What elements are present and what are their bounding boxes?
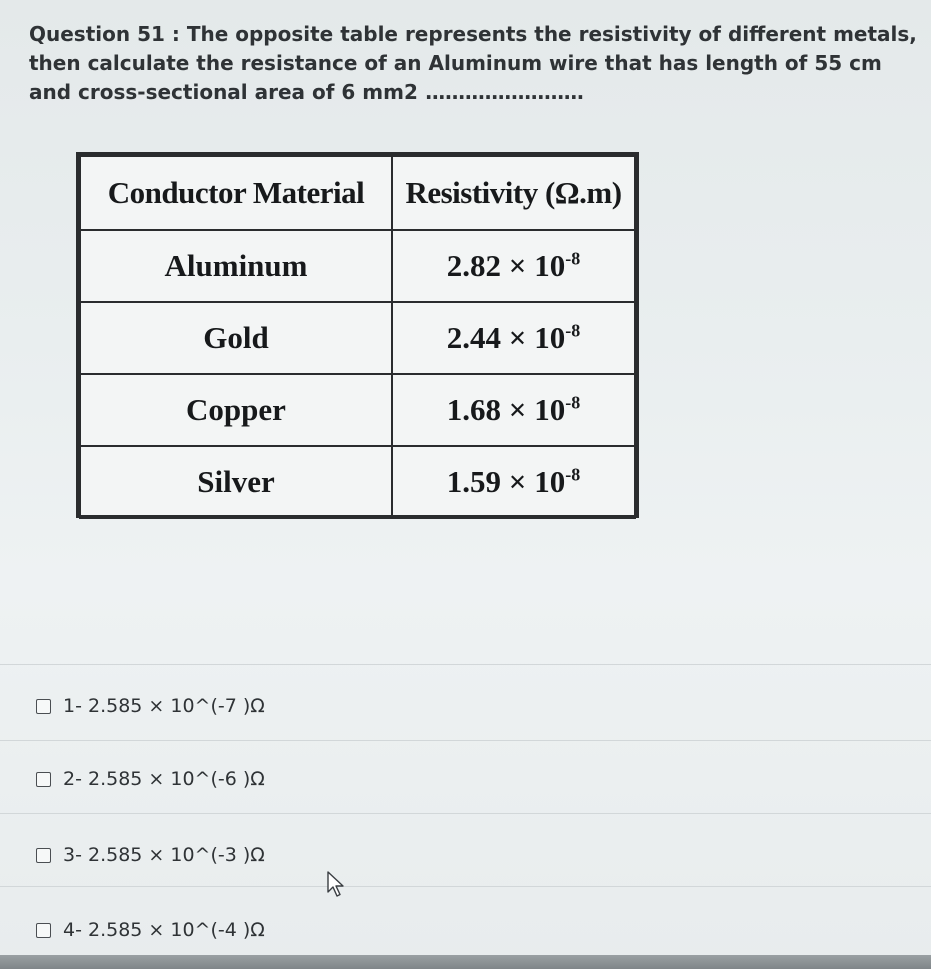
resistivity-base: 10 [534,320,566,355]
table-row [80,374,635,446]
checkbox-icon[interactable] [36,923,51,938]
material-cell: Silver [80,446,392,518]
resistivity-mantissa: 2.82 [446,248,502,283]
answer-option-4[interactable] [36,918,265,942]
times-sign: × [508,248,527,283]
resistivity-exponent: -8 [565,464,581,485]
resistivity-cell [392,446,635,518]
option-label: 3- 2.585 × 10^(-3 )Ω [63,844,265,866]
answer-blank: ........................ [424,80,584,104]
table-row [80,230,635,302]
resistivity-exponent: -8 [565,320,581,341]
resistivity-exponent: -8 [565,248,581,269]
resistivity-cell [392,374,635,446]
times-sign: × [508,392,527,427]
resistivity-mantissa: 2.44 [446,320,502,355]
option-label: 2- 2.585 × 10^(-6 )Ω [63,768,265,790]
answer-option-2[interactable] [36,767,265,791]
option-divider [0,664,931,665]
header-resistivity: Resistivity (Ω.m) [392,156,635,230]
resistivity-base: 10 [534,464,566,499]
resistivity-base: 10 [534,392,566,427]
question-text [29,20,919,107]
answer-option-3[interactable] [36,843,265,867]
option-divider [0,740,931,741]
option-divider [0,886,931,887]
times-sign: × [508,464,527,499]
bottom-edge-bar [0,955,931,969]
checkbox-icon[interactable] [36,699,51,714]
material-cell: Gold [80,302,392,374]
resistivity-table-grid [79,155,636,519]
option-label: 4- 2.585 × 10^(-4 )Ω [63,919,265,941]
checkbox-icon[interactable] [36,772,51,787]
header-conductor-material: Conductor Material [80,156,392,230]
resistivity-exponent: -8 [565,392,581,413]
option-label: 1- 2.585 × 10^(-7 )Ω [63,695,265,717]
checkbox-icon[interactable] [36,848,51,863]
table-header-row [80,156,635,230]
resistivity-base: 10 [534,248,566,283]
question-prompt: Question 51 : The opposite table represents the resistivity of different metals, then calculate the resistance of an Aluminum wire that has length of 55 cm and cross-sectional area of 6 mm2 [29,22,917,104]
table-row [80,302,635,374]
option-divider [0,813,931,814]
answer-option-1[interactable] [36,694,265,718]
mouse-pointer-icon [326,870,346,900]
material-cell: Copper [80,374,392,446]
table-row [80,446,635,518]
resistivity-cell [392,302,635,374]
times-sign: × [508,320,527,355]
resistivity-mantissa: 1.68 [446,392,502,427]
resistivity-cell [392,230,635,302]
resistivity-mantissa: 1.59 [446,464,502,499]
material-cell: Aluminum [80,230,392,302]
resistivity-table [76,152,639,518]
